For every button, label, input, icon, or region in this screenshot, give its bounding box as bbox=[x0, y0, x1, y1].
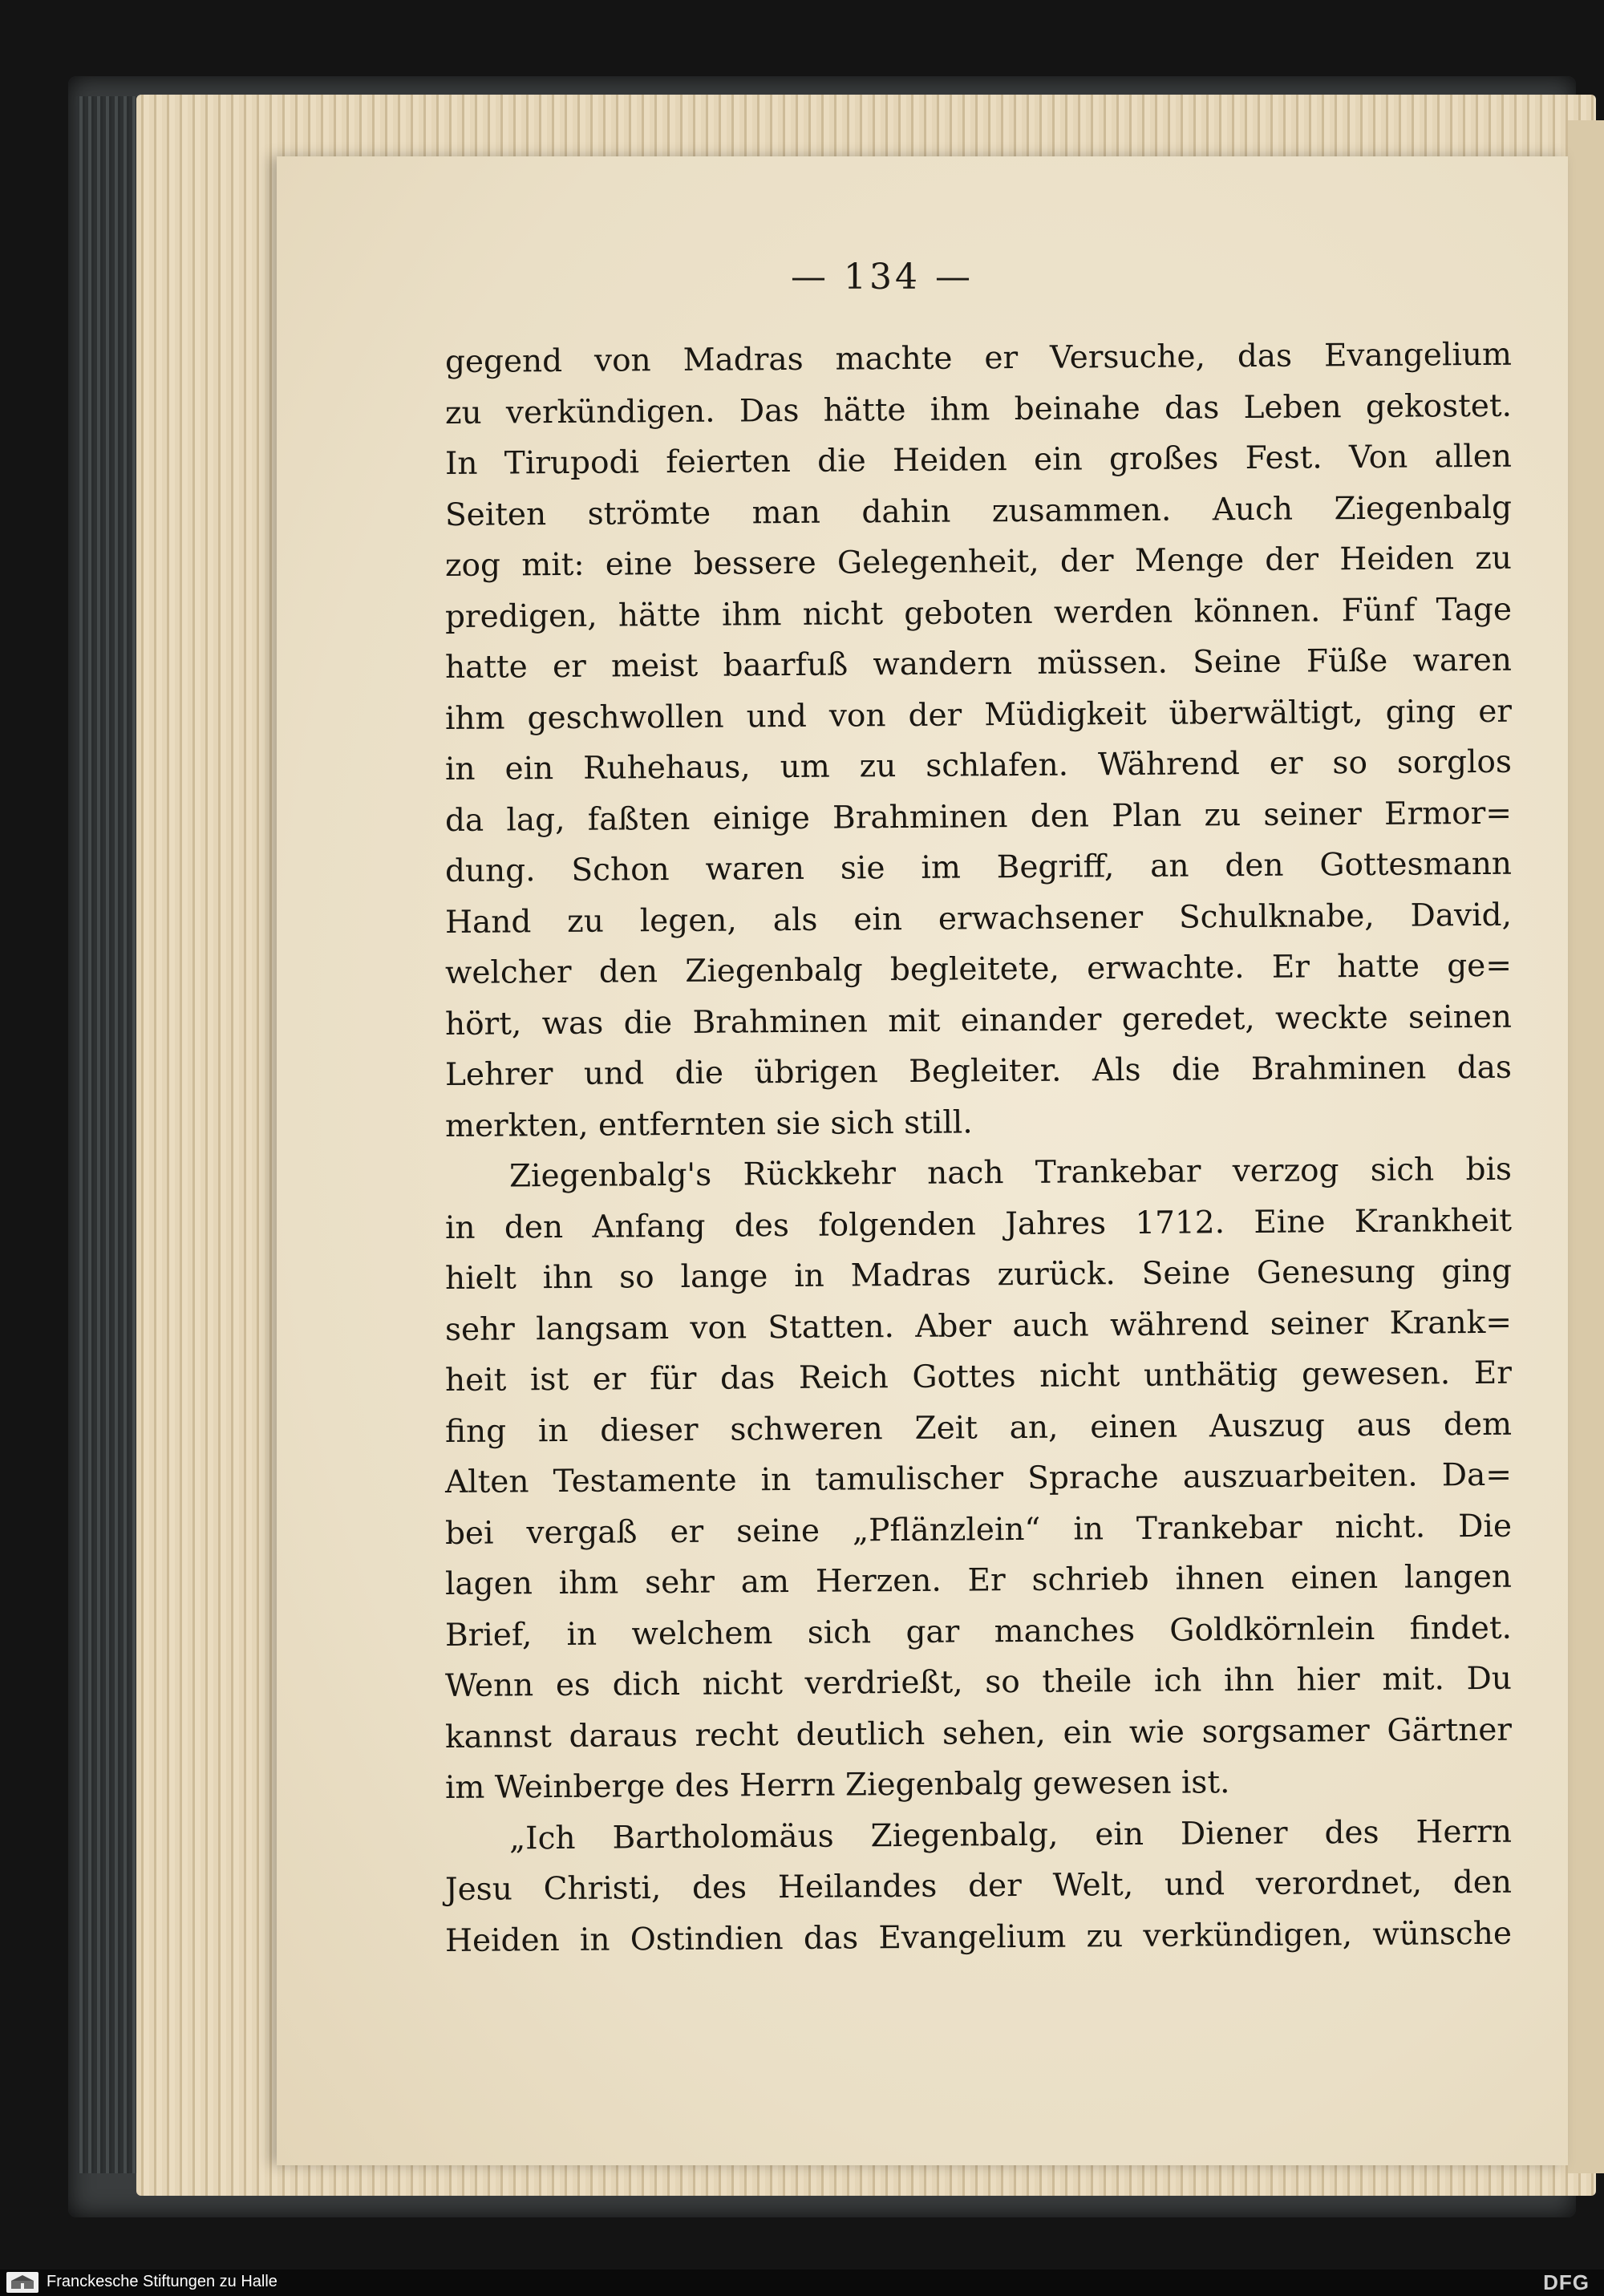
text-line: Wenn es dich nicht verdrießt, so theile ich ihn hier mit. Du bbox=[444, 1660, 1513, 1704]
text-line: merkten, entfernten sie sich still. bbox=[444, 1103, 973, 1144]
text-line: Ziegenbalg's Rückkehr nach Trankebar verzog sich bis bbox=[508, 1151, 1513, 1195]
text-line: Alten Testamente in tamulischer Sprache auszuarbeiten. Da= bbox=[444, 1456, 1513, 1500]
text-line: Lehrer und die übrigen Begleiter. Als die Brahminen das bbox=[444, 1049, 1513, 1093]
footer-institution-name: Franckesche Stiftungen zu Halle bbox=[47, 2273, 277, 2290]
text-line: in den Anfang des folgenden Jahres 1712. Eine Krankheit bbox=[444, 1202, 1513, 1246]
text-line: gegend von Madras machte er Versuche, das Evangelium bbox=[444, 336, 1513, 380]
text-line: fing in dieser schweren Zeit an, einen Auszug aus dem bbox=[444, 1406, 1513, 1450]
text-line: in ein Ruhehaus, um zu schlafen. Während er so sorglos bbox=[444, 743, 1513, 788]
institution-logo-icon bbox=[6, 2272, 38, 2293]
text-line: In Tirupodi feierten die Heiden ein großes Fest. Von allen bbox=[444, 438, 1513, 482]
text-line: im Weinberge des Herrn Ziegenbalg gewesen ist. bbox=[444, 1764, 1230, 1806]
text-line: sehr langsam von Statten. Aber auch während seiner Krank= bbox=[444, 1304, 1513, 1348]
text-line: hört, was die Brahminen mit einander geredet, weckte seinen bbox=[444, 998, 1513, 1043]
text-line: zog mit: eine bessere Gelegenheit, der Menge der Heiden zu bbox=[444, 540, 1513, 584]
text-line: zu verkündigen. Das hätte ihm beinahe das Leben gekostet. bbox=[444, 387, 1513, 431]
facing-page-edge bbox=[1568, 120, 1604, 2173]
text-line: Jesu Christi, des Heilandes der Welt, und verordnet, den bbox=[444, 1864, 1513, 1908]
text-line: bei vergaß er seine „Pflänzlein“ in Trankebar nicht. Die bbox=[444, 1508, 1513, 1552]
page-number: — 134 — bbox=[791, 257, 974, 298]
text-line: hielt ihn so lange in Madras zurück. Seine Genesung ging bbox=[444, 1253, 1513, 1297]
text-line: welcher den Ziegenbalg begleitete, erwachte. Er hatte ge= bbox=[444, 947, 1513, 991]
text-line: predigen, hätte ihm nicht geboten werden können. Fünf Tage bbox=[444, 591, 1513, 635]
text-line: ihm geschwollen und von der Müdigkeit überwältigt, ging er bbox=[444, 693, 1513, 737]
text-line: kannst daraus recht deutlich sehen, ein wie sorgsamer Gärtner bbox=[444, 1711, 1513, 1755]
text-line: Brief, in welchem sich gar manches Goldkörnlein findet. bbox=[444, 1610, 1513, 1654]
text-line: heit ist er für das Reich Gottes nicht unthätig gewesen. Er bbox=[444, 1355, 1513, 1399]
page-text bbox=[445, 337, 1512, 1966]
footer-dfg-logo: DFG bbox=[1543, 2270, 1590, 2294]
text-line: Heiden in Ostindien das Evangelium zu verkündigen, wünsche bbox=[444, 1915, 1513, 1959]
text-line: lagen ihm sehr am Herzen. Er schrieb ihnen einen langen bbox=[444, 1558, 1513, 1602]
text-line: „Ich Bartholomäus Ziegenbalg, ein Diener des Herrn bbox=[508, 1813, 1513, 1857]
text-line: da lag, faßten einige Brahminen den Plan zu seiner Ermor= bbox=[444, 795, 1513, 839]
text-line: dung. Schon waren sie im Begriff, an den Gottesmann bbox=[444, 845, 1513, 889]
text-line: Hand zu legen, als ein erwachsener Schulknabe, David, bbox=[444, 897, 1513, 941]
text-line: hatte er meist baarfuß wandern müssen. Seine Füße waren bbox=[444, 642, 1513, 686]
text-line: Seiten strömte man dahin zusammen. Auch Ziegenbalg bbox=[444, 489, 1513, 533]
